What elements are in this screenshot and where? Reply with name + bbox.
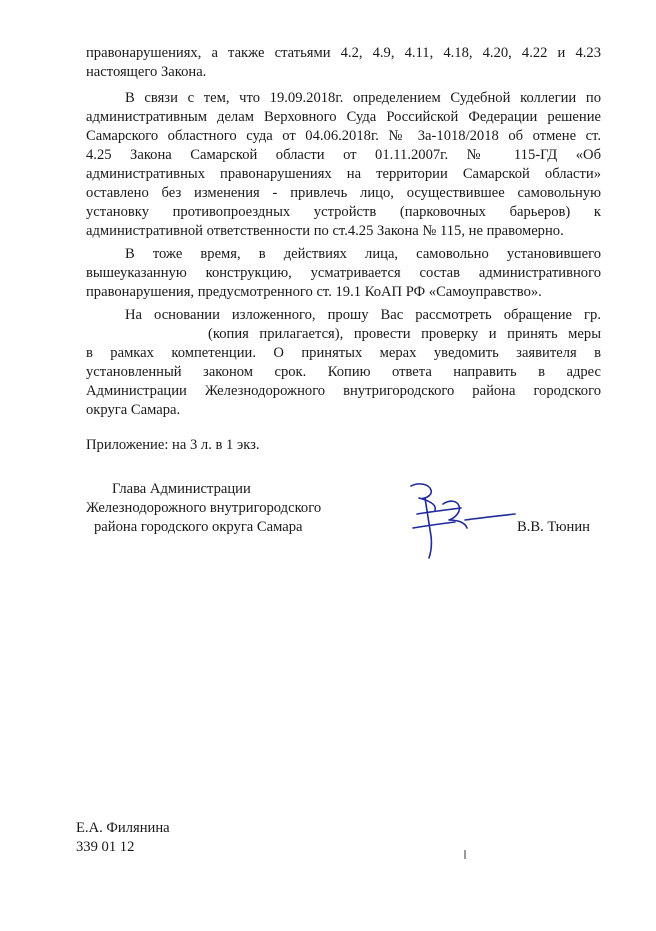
signature (405, 478, 517, 560)
attachment-note: Приложение: на 3 л. в 1 экз. (86, 437, 260, 453)
body-line: установку противопроездных устройств (парковочных барьеров) к (86, 204, 601, 220)
body-line: административных правонарушениях на территории Самарской области» (86, 166, 601, 182)
body-line: административной ответственности по ст.4.25 Закона № 115, не правомерно. (86, 223, 564, 239)
body-line: настоящего Закона. (86, 64, 207, 80)
body-line: оставлено без изменения - привлечь лицо, осуществившее самовольную (86, 185, 601, 201)
signatory-title-line: Железнодорожного внутригородского (86, 500, 322, 516)
body-line: В тоже время, в действиях лица, самовольно установившего (125, 246, 601, 262)
body-line: (копия прилагается), провести проверку и принять меры (208, 326, 601, 342)
body-line: Администрации Железнодорожного внутригородского района городского (86, 383, 601, 399)
body-line: вышеуказанную конструкцию, усматривается состав административного (86, 265, 601, 281)
body-line: округа Самара. (86, 402, 181, 418)
body-line: На основании изложенного, прошу Вас рассмотреть обращение гр. (125, 307, 601, 323)
signatory-title-line: Глава Администрации (112, 481, 251, 497)
body-line: В связи с тем, что 19.09.2018г. определением Судебной коллегии по (125, 90, 601, 106)
executor-name: Е.А. Филянина (76, 820, 170, 836)
body-line: установленный законом срок. Копию ответа направить в адрес (86, 364, 601, 380)
signatory-name: В.В. Тюнин (517, 519, 590, 535)
executor-phone: 339 01 12 (76, 839, 135, 855)
body-line: Самарского областного суда от 04.06.2018г. № 3а-1018/2018 об отмене ст. (86, 128, 601, 144)
body-line: правонарушениях, а также статьями 4.2, 4.9, 4.11, 4.18, 4.20, 4.22 и 4.23 (86, 45, 601, 61)
signatory-title-line: района городского округа Самара (94, 519, 303, 535)
scan-artifact (464, 850, 466, 859)
body-line: административным делам Верховного Суда Российской Федерации решение (86, 109, 601, 125)
body-line: правонарушения, предусмотренного ст. 19.1 КоАП РФ «Самоуправство». (86, 284, 542, 300)
body-line: в рамках компетенции. О принятых мерах уведомить заявителя в (86, 345, 601, 361)
body-line: 4.25 Закона Самарской области от 01.11.2007г. № 115-ГД «Об (86, 147, 601, 163)
